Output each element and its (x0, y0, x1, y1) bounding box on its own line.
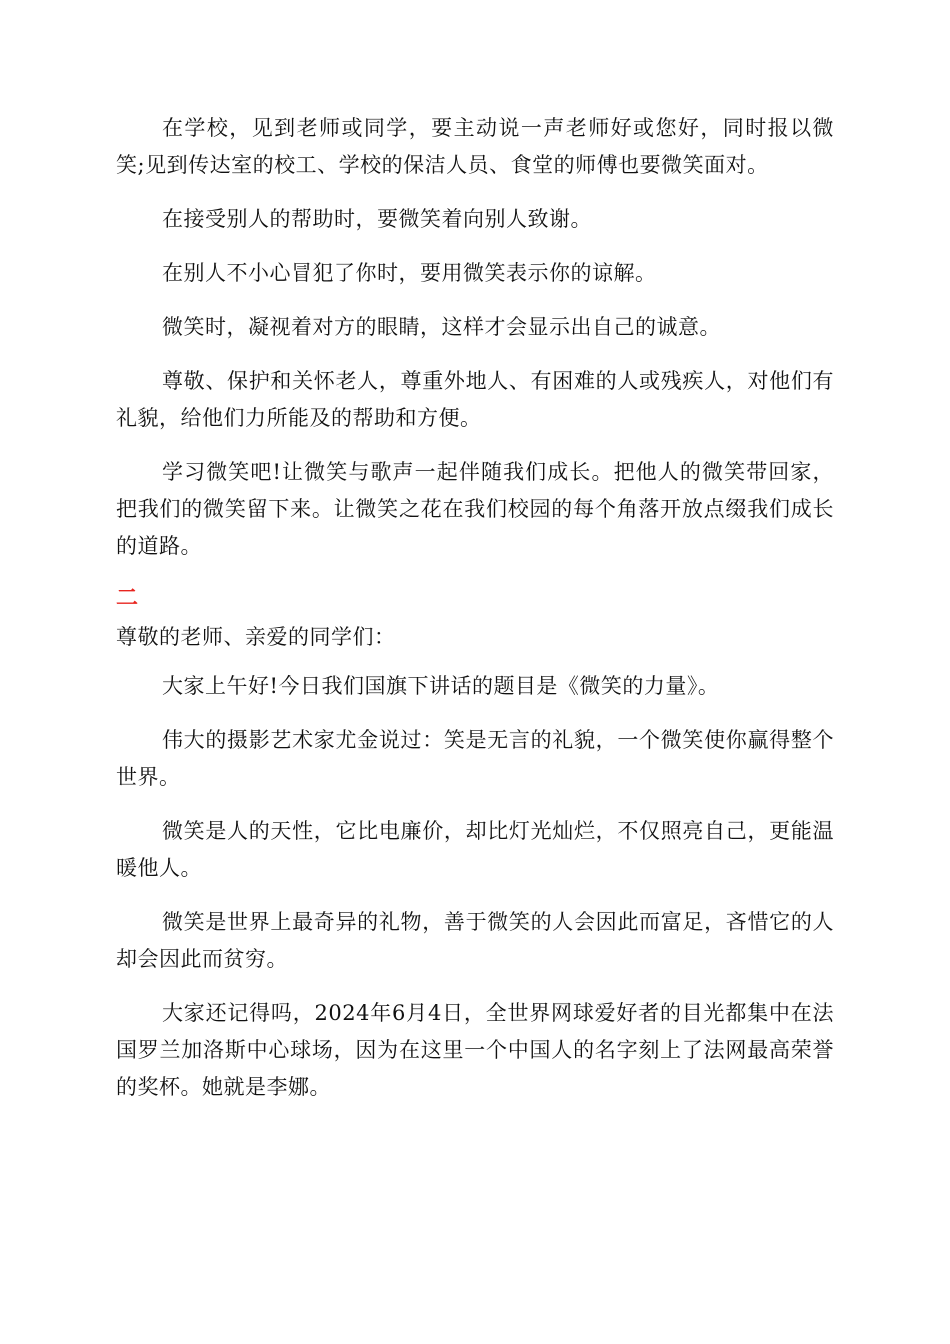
paragraph-eye-contact: 微笑时，凝视着对方的眼睛，这样才会显示出自己的诚意。 (162, 315, 721, 339)
paragraph-respect-elders: 尊敬、保护和关怀老人，尊重外地人、有困难的人或残疾人，对他们有礼貌，给他们力所能及的帮助和方便。 (116, 369, 834, 430)
paragraph-li-na: 大家还记得吗，2024年6月4日，全世界网球爱好者的目光都集中在法国罗兰加洛斯中心球场，因为在这里一个中国人的名字刻上了法网最高荣誉的奖杯。她就是李娜。 (116, 1001, 834, 1099)
paragraph-smile-nature: 微笑是人的天性，它比电廉价，却比灯光灿烂，不仅照亮自己，更能温暖他人。 (116, 819, 834, 880)
paragraph-forgive-smile: 在别人不小心冒犯了你时，要用微笑表示你的谅解。 (162, 261, 657, 285)
speech-greeting: 尊敬的老师、亲爱的同学们： (116, 625, 396, 649)
paragraph-smile-gift: 微笑是世界上最奇异的礼物，善于微笑的人会因此而富足，吝惜它的人却会因此而贫穷。 (116, 910, 834, 971)
document-page (116, 110, 834, 1106)
paragraph-eugene-quote: 伟大的摄影艺术家尤金说过：笑是无言的礼貌，一个微笑使你赢得整个世界。 (116, 728, 834, 789)
paragraph-learn-smile: 学习微笑吧!让微笑与歌声一起伴随我们成长。把他人的微笑带回家，把我们的微笑留下来。让微笑之花在我们校园的每个角落开放点缀我们成长的道路。 (116, 460, 834, 558)
paragraph-greeting-smile: 在学校，见到老师或同学，要主动说一声老师好或您好，同时报以微笑;见到传达室的校工、学校的保洁人员、食堂的师傅也要微笑面对。 (116, 116, 834, 177)
section-heading: 二 (116, 586, 139, 611)
paragraph-thanks-smile: 在接受别人的帮助时，要微笑着向别人致谢。 (162, 207, 592, 231)
paragraph-speech-title: 大家上午好!今日我们国旗下讲话的题目是《微笑的力量》。 (162, 674, 720, 698)
